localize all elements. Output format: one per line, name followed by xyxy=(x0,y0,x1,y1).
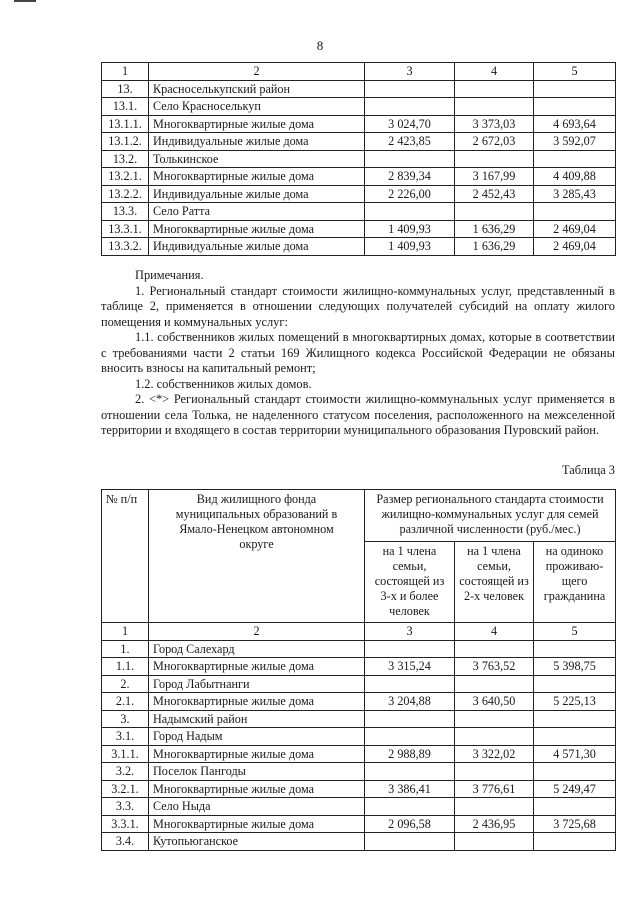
table-row xyxy=(102,693,616,711)
row-name: Село Красноселькуп xyxy=(149,98,365,116)
table-row xyxy=(102,98,616,116)
row-number: 13. xyxy=(102,80,149,98)
row-number: 3. xyxy=(102,710,149,728)
value-2: 3 322,02 xyxy=(455,745,534,763)
value-3plus: 3 315,24 xyxy=(365,658,455,676)
table-row xyxy=(102,798,616,816)
row-number: 13.1.2. xyxy=(102,133,149,151)
note-1-1: 1.1. собственников жилых помещений в многоквартирных домах, которые в соответствии с требованиями части 2 статьи 169 Жилищного кодекса Российской Федерации не обязаны вносить взносы на капитальный ремонт; xyxy=(101,330,615,375)
col-number: 5 xyxy=(534,623,616,641)
value-2: 1 636,29 xyxy=(455,238,534,256)
value-2: 2 452,43 xyxy=(455,185,534,203)
row-number: 13.2.1. xyxy=(102,168,149,186)
value-3plus xyxy=(365,150,455,168)
value-single xyxy=(534,710,616,728)
col-number: 1 xyxy=(102,623,149,641)
value-single: 5 225,13 xyxy=(534,693,616,711)
row-number: 2. xyxy=(102,675,149,693)
header-col4: на 1 члена семьи, состоящей из 2-х человек xyxy=(455,542,534,623)
table-row xyxy=(102,220,616,238)
table-row xyxy=(102,833,616,851)
value-3plus: 3 386,41 xyxy=(365,780,455,798)
row-number: 3.2. xyxy=(102,763,149,781)
row-number: 1.1. xyxy=(102,658,149,676)
value-2 xyxy=(455,710,534,728)
value-3plus: 1 409,93 xyxy=(365,238,455,256)
row-number: 13.2. xyxy=(102,150,149,168)
table-row xyxy=(102,658,616,676)
table-row xyxy=(102,203,616,221)
value-3plus: 2 988,89 xyxy=(365,745,455,763)
col-number: 3 xyxy=(365,623,455,641)
value-single xyxy=(534,98,616,116)
table-row xyxy=(102,185,616,203)
value-3plus xyxy=(365,98,455,116)
value-3plus: 2 226,00 xyxy=(365,185,455,203)
row-number: 1. xyxy=(102,640,149,658)
value-single: 5 249,47 xyxy=(534,780,616,798)
value-2 xyxy=(455,150,534,168)
row-number: 13.2.2. xyxy=(102,185,149,203)
col-number: 5 xyxy=(534,63,616,81)
col-number: 4 xyxy=(455,623,534,641)
value-single xyxy=(534,728,616,746)
table-row xyxy=(102,675,616,693)
col-number: 3 xyxy=(365,63,455,81)
row-name: Город Лабытнанги xyxy=(149,675,365,693)
table-row xyxy=(102,763,616,781)
header-group: Размер регионального стандарта стоимости жилищно-коммунальных услуг для семей различной численности (руб./мес.) xyxy=(365,490,616,542)
row-number: 2.1. xyxy=(102,693,149,711)
col-number: 1 xyxy=(102,63,149,81)
row-name: Село Ныда xyxy=(149,798,365,816)
scan-mark xyxy=(14,0,36,2)
value-single xyxy=(534,798,616,816)
value-single: 3 285,43 xyxy=(534,185,616,203)
row-number: 3.3.1. xyxy=(102,815,149,833)
table-row xyxy=(102,745,616,763)
row-name: Многоквартирные жилые дома xyxy=(149,693,365,711)
value-single: 5 398,75 xyxy=(534,658,616,676)
row-number: 3.1. xyxy=(102,728,149,746)
row-number: 3.2.1. xyxy=(102,780,149,798)
row-name: Многоквартирные жилые дома xyxy=(149,745,365,763)
row-number: 13.1.1. xyxy=(102,115,149,133)
value-2: 3 167,99 xyxy=(455,168,534,186)
row-number: 3.3. xyxy=(102,798,149,816)
row-number: 3.1.1. xyxy=(102,745,149,763)
table-row xyxy=(102,150,616,168)
note-1: 1. Региональный стандарт стоимости жилищно-коммунальных услуг, представленный в таблице 2, применяется в отношении следующих получателей субсидий на оплату жилого помещения и коммунальных услуг: xyxy=(101,283,615,329)
table-row xyxy=(102,80,616,98)
row-name: Поселок Пангоды xyxy=(149,763,365,781)
value-3plus: 1 409,93 xyxy=(365,220,455,238)
row-name: Многоквартирные жилые дома xyxy=(149,658,365,676)
value-2: 2 436,95 xyxy=(455,815,534,833)
row-name: Кутопьюганское xyxy=(149,833,365,851)
value-2 xyxy=(455,728,534,746)
table-row xyxy=(102,710,616,728)
notes xyxy=(101,268,615,439)
table-row xyxy=(102,168,616,186)
value-single: 4 571,30 xyxy=(534,745,616,763)
value-single xyxy=(534,150,616,168)
table-row xyxy=(102,115,616,133)
value-3plus xyxy=(365,203,455,221)
value-single: 3 592,07 xyxy=(534,133,616,151)
value-single xyxy=(534,675,616,693)
row-name: Село Ратта xyxy=(149,203,365,221)
value-3plus: 2 839,34 xyxy=(365,168,455,186)
table-row xyxy=(102,640,616,658)
row-name: Толькинское xyxy=(149,150,365,168)
row-number: 13.3. xyxy=(102,203,149,221)
table-row xyxy=(102,780,616,798)
value-3plus xyxy=(365,80,455,98)
value-2: 3 763,52 xyxy=(455,658,534,676)
row-name: Многоквартирные жилые дома xyxy=(149,168,365,186)
value-2 xyxy=(455,798,534,816)
row-number: 13.1. xyxy=(102,98,149,116)
value-single: 3 725,68 xyxy=(534,815,616,833)
value-single xyxy=(534,203,616,221)
value-single xyxy=(534,80,616,98)
table-row xyxy=(102,815,616,833)
value-2 xyxy=(455,763,534,781)
value-2 xyxy=(455,98,534,116)
value-2: 3 373,03 xyxy=(455,115,534,133)
value-2: 2 672,03 xyxy=(455,133,534,151)
row-name: Город Салехард xyxy=(149,640,365,658)
row-name: Индивидуальные жилые дома xyxy=(149,238,365,256)
column-number-row xyxy=(102,63,616,81)
value-2 xyxy=(455,640,534,658)
value-single: 4 693,64 xyxy=(534,115,616,133)
column-number-row xyxy=(102,623,616,641)
value-single xyxy=(534,833,616,851)
page-number: 8 xyxy=(316,38,324,53)
value-2: 1 636,29 xyxy=(455,220,534,238)
value-2 xyxy=(455,80,534,98)
row-name: Надымский район xyxy=(149,710,365,728)
value-single: 2 469,04 xyxy=(534,220,616,238)
note-2: 2. <*> Региональный стандарт стоимости жилищно-коммунальных услуг применяется в отношении села Толька, не наделенного статусом поселения, расположенного на межселенной территории и входящего в состав территории муниципального образования Пуровский район. xyxy=(101,392,615,437)
table-2-continued xyxy=(101,62,616,256)
row-number: 13.3.1. xyxy=(102,220,149,238)
row-name: Многоквартирные жилые дома xyxy=(149,220,365,238)
value-2: 3 640,50 xyxy=(455,693,534,711)
row-name: Многоквартирные жилые дома xyxy=(149,115,365,133)
table-row xyxy=(102,238,616,256)
value-single: 2 469,04 xyxy=(534,238,616,256)
row-number: 13.3.2. xyxy=(102,238,149,256)
value-3plus: 2 096,58 xyxy=(365,815,455,833)
value-3plus xyxy=(365,833,455,851)
table-3-caption: Таблица 3 xyxy=(562,463,615,477)
col-number: 4 xyxy=(455,63,534,81)
value-3plus xyxy=(365,640,455,658)
row-number: 3.4. xyxy=(102,833,149,851)
value-3plus xyxy=(365,763,455,781)
value-single: 4 409,88 xyxy=(534,168,616,186)
value-2 xyxy=(455,675,534,693)
value-single xyxy=(534,763,616,781)
value-3plus xyxy=(365,798,455,816)
col-number: 2 xyxy=(149,623,365,641)
col-number: 2 xyxy=(149,63,365,81)
note-1-2: 1.2. собственников жилых домов. xyxy=(135,376,312,391)
value-2 xyxy=(455,203,534,221)
value-2 xyxy=(455,833,534,851)
row-name: Индивидуальные жилые дома xyxy=(149,185,365,203)
value-2: 3 776,61 xyxy=(455,780,534,798)
value-3plus: 3 024,70 xyxy=(365,115,455,133)
row-name: Красноселькупский район xyxy=(149,80,365,98)
header-col3: на 1 члена семьи, состоящей из 3-х и более человек xyxy=(365,542,455,623)
table-row xyxy=(102,133,616,151)
row-name: Индивидуальные жилые дома xyxy=(149,133,365,151)
row-name: Многоквартирные жилые дома xyxy=(149,780,365,798)
value-single xyxy=(534,640,616,658)
table-3 xyxy=(101,489,616,851)
header-col5: на одиноко проживающего гражданина xyxy=(534,542,616,623)
row-name: Многоквартирные жилые дома xyxy=(149,815,365,833)
notes-title: Примечания. xyxy=(135,268,204,282)
row-name: Город Надым xyxy=(149,728,365,746)
value-3plus xyxy=(365,710,455,728)
value-3plus xyxy=(365,675,455,693)
header-row xyxy=(102,490,616,542)
header-num: № п/п xyxy=(102,490,149,623)
value-3plus: 3 204,88 xyxy=(365,693,455,711)
value-3plus: 2 423,85 xyxy=(365,133,455,151)
header-housing-type: Вид жилищного фонда муниципальных образований в Ямало-Ненецком автономном округе xyxy=(149,490,365,623)
table-row xyxy=(102,728,616,746)
value-3plus xyxy=(365,728,455,746)
